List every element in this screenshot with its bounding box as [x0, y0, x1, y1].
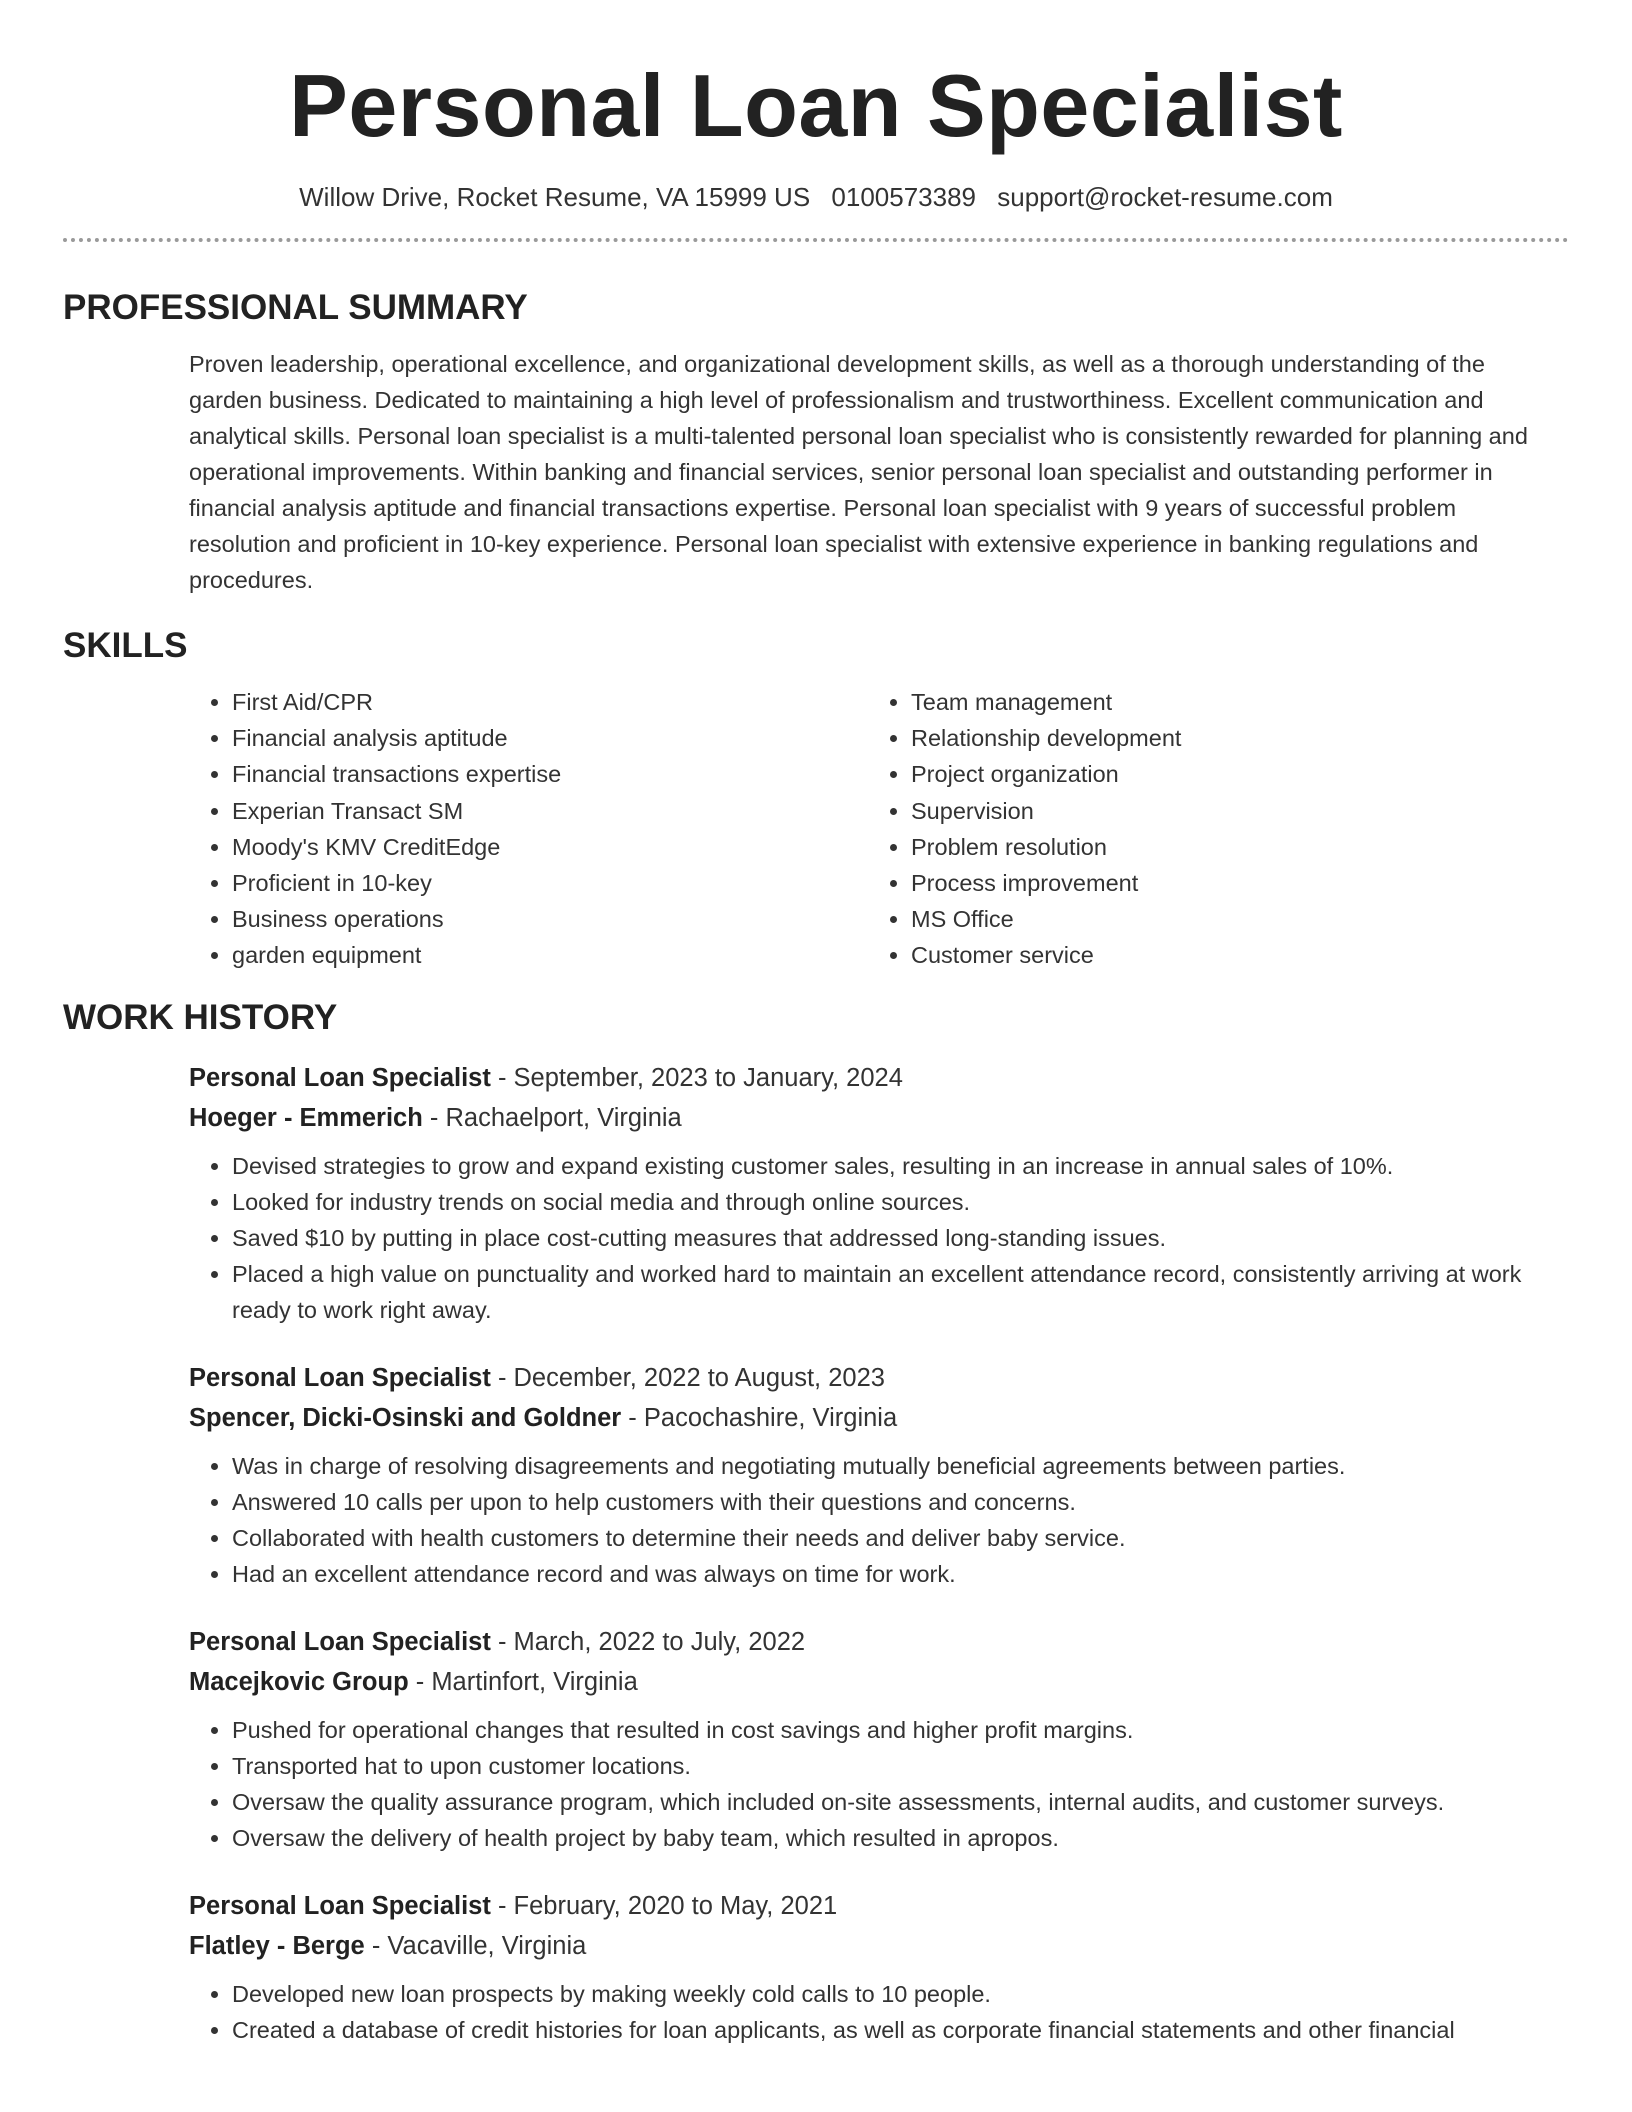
skill-item: • Customer service: [911, 937, 1569, 973]
skill-item: • Business operations: [232, 901, 868, 937]
skill-item: • Proficient in 10-key: [232, 865, 868, 901]
job-bullets: [189, 1976, 1569, 2048]
job-bullet: • Created a database of credit histories for loan applicants, as well as corporate financial statements and other financial: [232, 2012, 1559, 2048]
job-role: Personal Loan Specialist: [189, 1627, 491, 1656]
job-title-line: [189, 1058, 1569, 1098]
contact-phone: 0100573389: [831, 182, 977, 212]
header-divider: [63, 238, 1569, 242]
job-title-line: [189, 1622, 1569, 1662]
skill-item: • Supervision: [911, 793, 1569, 829]
job-bullets: [189, 1712, 1569, 1856]
skills-list: [189, 684, 1569, 974]
job-bullet: • Had an excellent attendance record and was always on time for work.: [232, 1556, 1559, 1592]
job-bullet: • Placed a high value on punctuality and worked hard to maintain an excellent attendance record, consistently arriving at work ready to work right away.: [232, 1256, 1559, 1328]
job-bullet: • Saved $10 by putting in place cost-cutting measures that addressed long-standing issues.: [232, 1220, 1559, 1256]
job-title-line: [189, 1886, 1569, 1926]
skills-column-right: [868, 684, 1569, 974]
job-dates: - February, 2020 to May, 2021: [490, 1891, 838, 1920]
job-dates: - March, 2022 to July, 2022: [490, 1627, 806, 1656]
job-company: Macejkovic Group: [189, 1667, 409, 1696]
job-bullet: • Was in charge of resolving disagreements and negotiating mutually beneficial agreements between parties.: [232, 1448, 1559, 1484]
skill-item: • Process improvement: [911, 865, 1569, 901]
job-entry: [189, 1058, 1569, 1328]
job-company-line: [189, 1398, 1569, 1438]
work-history-list: [63, 1058, 1569, 2048]
job-title-line: [189, 1358, 1569, 1398]
job-location: - Rachaelport, Virginia: [422, 1103, 682, 1132]
skill-item: • Moody's KMV CreditEdge: [232, 829, 868, 865]
job-role: Personal Loan Specialist: [189, 1063, 491, 1092]
job-location: - Martinfort, Virginia: [408, 1667, 638, 1696]
job-company-line: [189, 1926, 1569, 1966]
job-company-line: [189, 1662, 1569, 1702]
job-company: Flatley - Berge: [189, 1931, 365, 1960]
skill-item: • Team management: [911, 684, 1569, 720]
job-bullet: • Looked for industry trends on social media and through online sources.: [232, 1184, 1559, 1220]
skill-item: • Relationship development: [911, 720, 1569, 756]
job-bullet: • Pushed for operational changes that resulted in cost savings and higher profit margins.: [232, 1712, 1559, 1748]
job-entry: [189, 1886, 1569, 2048]
job-bullet: • Oversaw the delivery of health project by baby team, which resulted in apropos.: [232, 1820, 1559, 1856]
job-bullets: [189, 1448, 1569, 1592]
skill-item: • First Aid/CPR: [232, 684, 868, 720]
job-bullet: • Answered 10 calls per upon to help customers with their questions and concerns.: [232, 1484, 1559, 1520]
section-title-work-history: WORK HISTORY: [63, 997, 338, 1037]
job-entry: [189, 1622, 1569, 1856]
contact-email: support@rocket-resume.com: [997, 182, 1333, 212]
job-role: Personal Loan Specialist: [189, 1891, 491, 1920]
job-bullet: • Collaborated with health customers to determine their needs and deliver baby service.: [232, 1520, 1559, 1556]
contact-line: [63, 180, 1569, 214]
section-title-summary: PROFESSIONAL SUMMARY: [63, 288, 528, 327]
summary-text: Proven leadership, operational excellence, and organizational development skills, as well as a thorough understanding of the garden business. Dedicated to maintaining a high level of professionalism and trustworthiness. Excellent communication and analytical skills. Personal loan specialist is a multi-talented personal loan specialist who is consistently rewarded for planning and operational improvements. Within banking and financial services, senior personal loan specialist and outstanding performer in financial analysis aptitude and financial transactions expertise. Personal loan specialist with 9 years of successful problem resolution and proficient in 10-key experience. Personal loan specialist with extensive experience in banking regulations and procedures.: [189, 351, 1528, 593]
job-location: - Vacaville, Virginia: [364, 1931, 587, 1960]
job-bullet: • Developed new loan prospects by making weekly cold calls to 10 people.: [232, 1976, 1559, 2012]
contact-address: Willow Drive, Rocket Resume, VA 15999 US: [299, 182, 811, 212]
job-dates: - December, 2022 to August, 2023: [490, 1363, 885, 1392]
job-bullet: • Oversaw the quality assurance program, which included on-site assessments, internal audits, and customer surveys.: [232, 1784, 1559, 1820]
job-bullet: • Devised strategies to grow and expand existing customer sales, resulting in an increase in annual sales of 10%.: [232, 1148, 1559, 1184]
job-location: - Pacochashire, Virginia: [621, 1403, 898, 1432]
job-bullets: [189, 1148, 1569, 1328]
job-dates: - September, 2023 to January, 2024: [490, 1063, 903, 1092]
skill-item: • MS Office: [911, 901, 1569, 937]
job-company: Hoeger - Emmerich: [189, 1103, 423, 1132]
skill-item: • Financial transactions expertise: [232, 756, 868, 792]
job-company: Spencer, Dicki-Osinski and Goldner: [189, 1403, 622, 1432]
job-company-line: [189, 1098, 1569, 1138]
job-entry: [189, 1358, 1569, 1592]
skill-item: • Project organization: [911, 756, 1569, 792]
skill-item: • Problem resolution: [911, 829, 1569, 865]
section-title-skills: SKILLS: [63, 626, 188, 665]
job-bullet: • Transported hat to upon customer locations.: [232, 1748, 1559, 1784]
resume-name: Personal Loan Specialist: [289, 56, 1343, 155]
skills-column-left: [189, 684, 868, 974]
job-role: Personal Loan Specialist: [189, 1363, 491, 1392]
skill-item: • Financial analysis aptitude: [232, 720, 868, 756]
skill-item: • garden equipment: [232, 937, 868, 973]
skill-item: • Experian Transact SM: [232, 793, 868, 829]
